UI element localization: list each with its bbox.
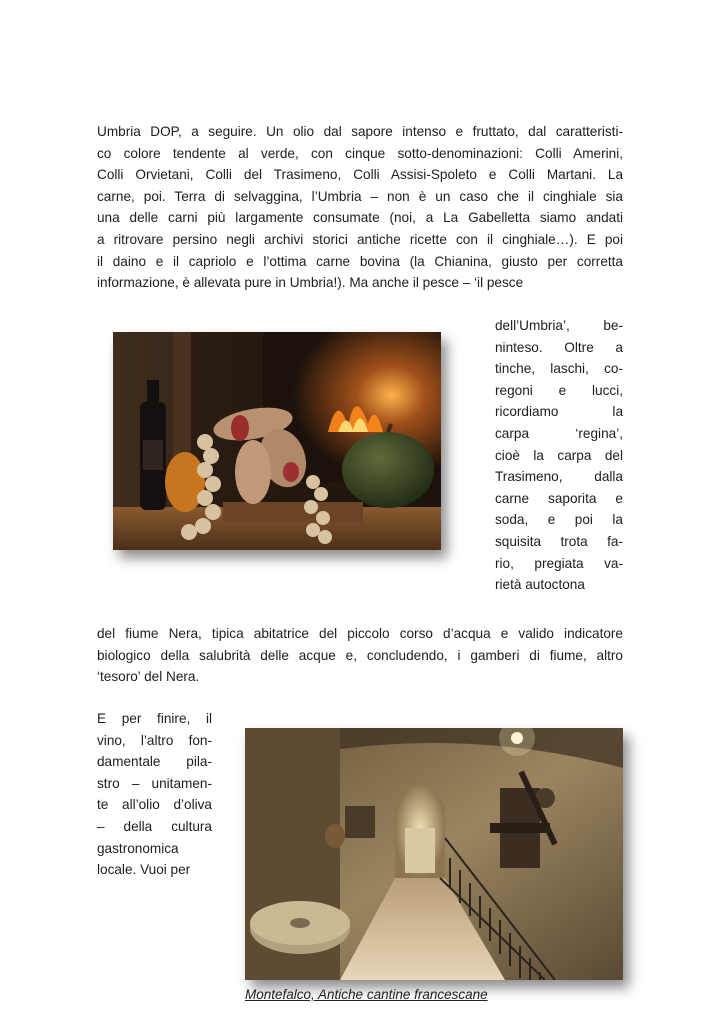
text-line: una delle carni più largamente consumate (noi, a La Gabelletta siamo andati [97,210,623,226]
text-line: informazione, è allevata pure in Umbria!). Ma anche il pesce – ‘il pesce [97,275,524,291]
text-line: il daino e il capriolo e l’ottima carne bovina (la Chianina, giusto per corretta [97,253,623,269]
text-line: E per finire, il [97,711,212,726]
text-line: ricordiamo la [495,404,623,420]
text-line: te all’olio d’oliva [97,797,212,813]
paragraph-wine-column [97,708,212,881]
text-line: carne saporita e [495,490,623,506]
text-line: vino, l’altro fon- [97,732,212,748]
text-line: carpa ‘regina’, [495,425,623,441]
text-line: locale. Vuoi per [97,862,191,878]
text-line: biologico della salubrità delle acque e, concludendo, i gamberi di fiume, altro [97,647,623,663]
photo-caption: Montefalco, Antiche cantine francescane [245,987,488,1002]
text-line: stro – unitamen- [97,775,212,791]
paragraph-top [97,121,623,294]
text-line: squisita trota fa- [495,533,623,549]
text-line: carne, poi. Terra di selvaggina, l’Umbria – non è un caso che il cinghiale sia [97,188,623,204]
text-line: soda, e poi la [495,512,623,528]
text-line: ‘tesoro’ del Nera. [97,669,200,685]
text-line: – della cultura [97,818,212,834]
text-line: a ritrovare persino negli archivi storici antiche ricette con il cinghiale…). E poi [97,231,623,247]
text-line: rietà autoctona [495,577,585,593]
text-line: del fiume Nera, tipica abitatrice del piccolo corso d’acqua e valido indicatore [97,626,623,641]
text-line: Colli Orvietani, Colli del Trasimeno, Colli Assisi-Spoleto e Colli Martani. La [97,167,623,183]
paragraph-fish-column [495,315,623,596]
text-line: Trasimeno, dalla [495,469,623,485]
text-line: gastronomica [97,840,179,856]
paragraph-fish-tail [97,623,623,688]
text-line: damentale pila- [97,754,212,770]
text-line: co colore tendente al verde, con cinque sotto-denominazioni: Colli Amerini, [97,145,623,161]
photo-cellar [245,728,623,980]
text-line: cioè la carpa del [495,447,623,463]
text-line: regoni e lucci, [495,382,623,398]
cellar-illustration [245,728,623,980]
text-line: Umbria DOP, a seguire. Un olio dal sapore intenso e fruttato, dal caratteristi- [97,124,623,139]
text-line: tinche, laschi, co- [495,361,623,377]
text-line: ninteso. Oltre a [495,339,623,355]
text-line: rio, pregiata va- [495,555,623,571]
salumi-fireplace-illustration [113,332,441,550]
photo-salumi-fireplace [113,332,441,550]
text-line: dell’Umbria’, be- [495,318,623,333]
